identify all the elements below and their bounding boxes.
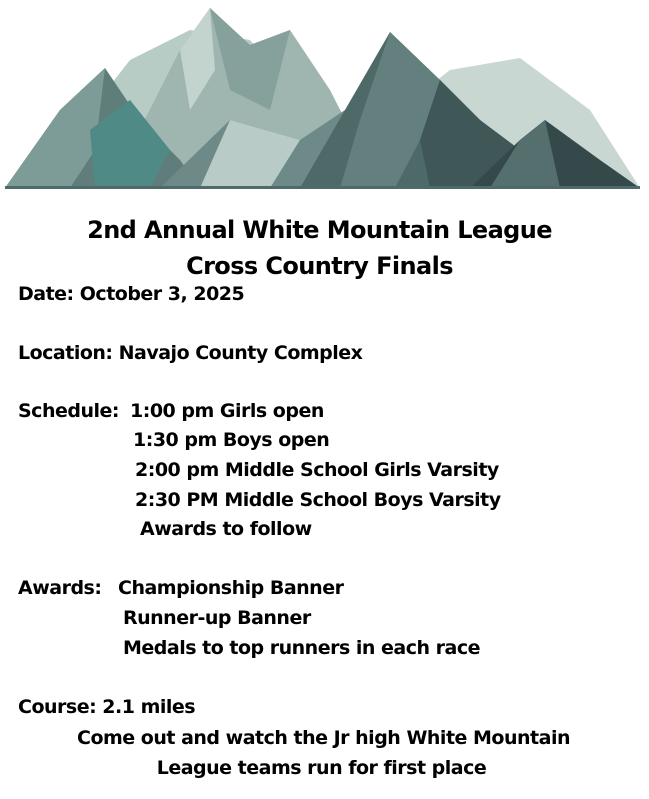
award-item: Championship Banner (118, 577, 344, 599)
schedule-label: Schedule: (18, 400, 119, 422)
schedule-item: 2:30 PM Middle School Boys Varsity (135, 489, 501, 511)
event-date: Date: October 3, 2025 (18, 283, 245, 305)
award-item: Medals to top runners in each race (123, 637, 480, 659)
event-location: Location: Navajo County Complex (18, 342, 363, 364)
award-item: Runner-up Banner (123, 607, 311, 629)
course-distance: Course: 2.1 miles (18, 696, 196, 718)
schedule-item: 1:30 pm Boys open (133, 429, 330, 451)
footer-line-1: Come out and watch the Jr high White Mountain (77, 727, 570, 749)
schedule-item: 2:00 pm Middle School Girls Varsity (135, 459, 499, 481)
title-line-2: Cross Country Finals (186, 252, 453, 280)
schedule-item: 1:00 pm Girls open (130, 400, 324, 422)
title-line-1: 2nd Annual White Mountain League (87, 216, 552, 244)
mountain-base (5, 186, 640, 189)
mountain-range-illustration (0, 0, 649, 200)
awards-label: Awards: (18, 577, 102, 599)
schedule-item: Awards to follow (140, 518, 312, 540)
footer-line-2: League teams run for first place (156, 757, 487, 779)
